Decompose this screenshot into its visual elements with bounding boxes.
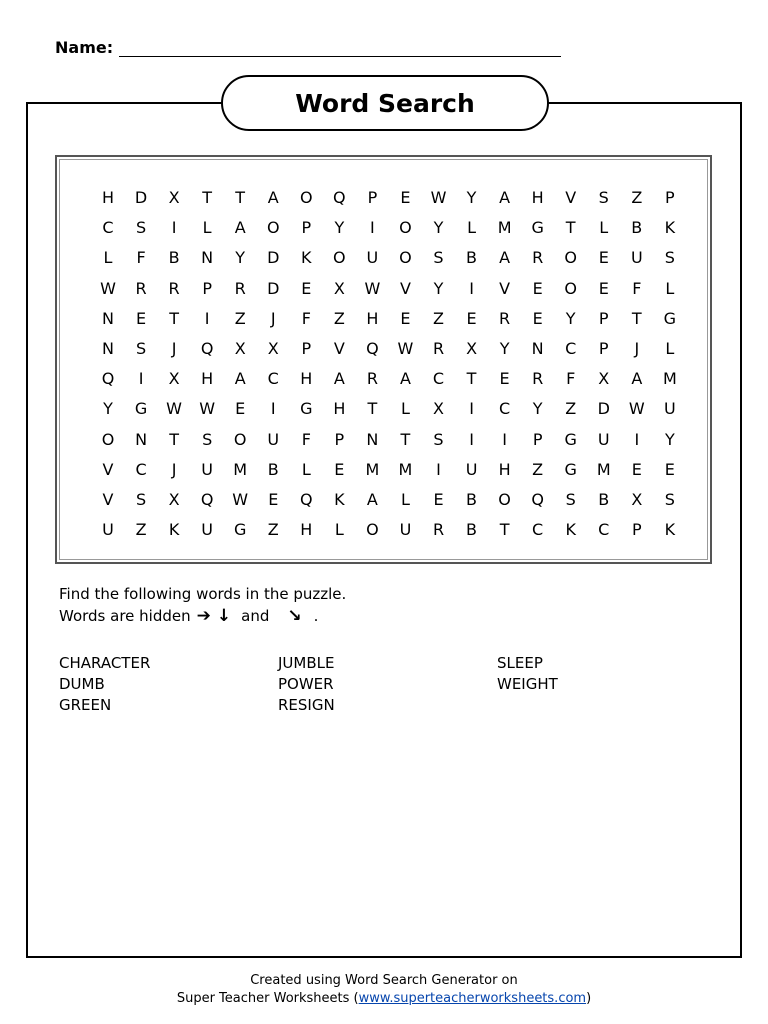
grid-letter: E <box>664 459 675 479</box>
grid-letter: M <box>662 369 677 389</box>
grid-letter: L <box>599 218 609 238</box>
grid-letter: W <box>628 399 645 419</box>
grid-letter: Q <box>333 188 346 207</box>
grid-letter: B <box>466 520 478 540</box>
grid-letter: Y <box>433 218 444 238</box>
grid-letter: P <box>301 218 312 238</box>
grid-letter: O <box>101 429 115 449</box>
grid-letter: S <box>135 218 147 238</box>
grid-letter: A <box>267 188 279 207</box>
grid-letter: A <box>499 188 511 207</box>
grid-letter: E <box>532 308 543 328</box>
grid-letter: J <box>171 459 177 479</box>
grid-letter: K <box>301 248 312 268</box>
grid-letter: H <box>300 520 313 540</box>
grid-letter: G <box>564 459 577 479</box>
grid-letter: K <box>334 490 345 509</box>
grid-letter: W <box>232 490 249 509</box>
grid-letter: G <box>300 399 313 419</box>
grid-letter: V <box>399 278 411 298</box>
grid-letter: Q <box>200 490 214 509</box>
grid-letter: G <box>134 399 148 419</box>
grid-letter: Y <box>433 278 444 298</box>
grid-letter: R <box>532 369 544 389</box>
grid-letter: W <box>397 339 414 358</box>
grid-letter: S <box>202 429 213 449</box>
word-list-item: DUMB <box>59 675 105 693</box>
grid-letter: G <box>233 520 247 540</box>
grid-letter: H <box>366 308 379 328</box>
grid-letter: U <box>201 459 213 479</box>
grid-letter: U <box>366 248 379 268</box>
grid-letter: O <box>366 520 379 540</box>
grid-letter: V <box>102 459 114 479</box>
grid-letter: O <box>333 248 346 268</box>
grid-letter: H <box>300 369 313 389</box>
grid-letter: T <box>631 308 642 328</box>
grid-letter: V <box>499 278 511 298</box>
grid-letter: X <box>267 339 279 358</box>
grid-letter: H <box>531 188 544 207</box>
grid-letter: I <box>436 459 441 479</box>
grid-letter: C <box>135 459 147 479</box>
grid-letter: G <box>531 218 544 238</box>
word-list-item: WEIGHT <box>497 675 558 693</box>
grid-letter: I <box>469 429 474 449</box>
grid-letter: Q <box>366 339 379 358</box>
grid-letter: P <box>202 278 212 298</box>
grid-letter: C <box>532 520 544 540</box>
word-list-item: SLEEP <box>497 654 543 672</box>
grid-letter: E <box>433 490 444 509</box>
grid-letter: I <box>171 218 177 238</box>
grid-letter: L <box>665 278 675 298</box>
grid-letter: I <box>634 429 640 449</box>
grid-letter: P <box>631 520 642 540</box>
grid-letter: L <box>334 520 344 540</box>
grid-letter: I <box>138 369 144 389</box>
grid-letter: H <box>201 369 214 389</box>
grid-letter: X <box>234 339 246 358</box>
grid-letter: T <box>400 429 411 449</box>
grid-letter: T <box>169 308 179 328</box>
grid-letter: O <box>233 429 247 449</box>
grid-letter: Z <box>565 399 577 419</box>
grid-letter: N <box>201 248 214 268</box>
arrow-down-icon: ↓ <box>216 606 232 626</box>
grid-letter: K <box>565 520 576 540</box>
grid-letter: P <box>367 188 378 207</box>
grid-letter: C <box>598 520 610 540</box>
grid-letter: E <box>631 459 642 479</box>
footer <box>0 972 768 1008</box>
grid-letter: K <box>664 218 676 238</box>
instructions-line-1: Find the following words in the puzzle. <box>59 585 347 603</box>
grid-letter: E <box>400 308 411 328</box>
word-list-item: JUMBLE <box>278 654 335 672</box>
grid-letter: L <box>103 248 113 268</box>
grid-letter: O <box>564 278 577 298</box>
grid-letter: B <box>598 490 610 509</box>
grid-letter: U <box>465 459 478 479</box>
grid-letter: B <box>631 218 643 238</box>
grid-letter: U <box>597 429 610 449</box>
grid-letter: R <box>432 520 445 540</box>
grid-letter: S <box>135 490 147 509</box>
grid-letter: C <box>565 339 577 358</box>
grid-letter: E <box>135 308 147 328</box>
word-list-item: CHARACTER <box>59 654 151 672</box>
grid-letter: O <box>399 218 412 238</box>
grid-letter: Z <box>631 188 643 207</box>
grid-letter: C <box>499 399 511 419</box>
grid-letter: A <box>234 218 246 238</box>
grid-letter: Z <box>267 520 279 540</box>
grid-letter: P <box>598 308 609 328</box>
grid-letter: Y <box>532 399 543 419</box>
grid-letter: U <box>663 399 676 419</box>
grid-letter: C <box>432 369 445 389</box>
grid-letter: R <box>168 278 180 298</box>
grid-letter: Y <box>334 218 345 238</box>
grid-letter: V <box>333 339 345 358</box>
grid-letter: F <box>566 369 576 389</box>
grid-letter: R <box>366 369 378 389</box>
grid-letter: A <box>234 369 246 389</box>
grid-letter: U <box>102 520 114 540</box>
grid-letter: M <box>398 459 413 479</box>
grid-letter: S <box>135 339 147 358</box>
grid-letter: D <box>134 188 148 207</box>
grid-letter: S <box>433 248 444 268</box>
grid-letter: P <box>665 188 675 207</box>
grid-letter: N <box>135 429 148 449</box>
grid-letter: B <box>267 459 279 479</box>
grid-letter: Y <box>664 429 675 449</box>
grid-letter: Z <box>234 308 246 328</box>
instructions-and: and <box>241 607 270 625</box>
grid-letter: Q <box>531 490 544 509</box>
grid-letter: P <box>334 429 345 449</box>
grid-letter: V <box>565 188 577 207</box>
grid-letter: K <box>168 520 180 540</box>
word-list-item: POWER <box>278 675 334 693</box>
grid-letter: I <box>370 218 375 238</box>
grid-letter: I <box>469 399 474 419</box>
grid-letter: U <box>201 520 213 540</box>
grid-letter: T <box>169 429 179 449</box>
grid-letter: Z <box>532 459 544 479</box>
grid-letter: J <box>634 339 640 358</box>
grid-letter: I <box>270 399 276 419</box>
grid-letter: U <box>630 248 643 268</box>
grid-letter: L <box>400 399 410 419</box>
grid-letter: N <box>102 308 114 328</box>
grid-letter: Q <box>300 490 313 509</box>
grid-letter: Y <box>499 339 510 358</box>
grid-letter: F <box>301 429 311 449</box>
grid-letter: O <box>564 248 577 268</box>
grid-letter: U <box>267 429 280 449</box>
grid-letter: H <box>333 399 346 419</box>
grid-letter: X <box>466 339 478 358</box>
grid-letter: S <box>598 188 609 207</box>
puzzle-grid <box>57 157 710 562</box>
grid-letter: R <box>499 308 511 328</box>
grid-letter: G <box>663 308 677 328</box>
grid-letter: Y <box>235 248 246 268</box>
grid-letter: E <box>334 459 345 479</box>
footer-suffix: ) <box>586 991 592 1006</box>
grid-letter: E <box>301 278 312 298</box>
grid-letter: Q <box>200 339 214 358</box>
grid-letter: P <box>301 339 312 358</box>
grid-letter: Q <box>101 369 115 389</box>
grid-letter: X <box>168 188 180 207</box>
footer-prefix: Super Teacher Worksheets ( <box>176 991 359 1006</box>
grid-letter: T <box>565 218 576 238</box>
grid-letter: Y <box>466 188 477 207</box>
instructions-period: . <box>313 607 319 625</box>
grid-letter: A <box>366 490 378 509</box>
grid-letter: Z <box>135 520 147 540</box>
grid-letter: S <box>565 490 576 509</box>
grid-letter: F <box>632 278 642 298</box>
grid-letter: Z <box>433 308 444 328</box>
grid-letter: O <box>399 248 412 268</box>
grid-letter: K <box>664 520 676 540</box>
grid-letter: R <box>532 248 544 268</box>
name-label: Name: <box>55 38 114 57</box>
grid-letter: E <box>466 308 477 328</box>
grid-letter: S <box>664 248 675 268</box>
grid-letter: O <box>300 188 313 207</box>
instructions-line-2 <box>59 606 318 626</box>
grid-letter: M <box>497 218 512 238</box>
grid-letter: A <box>499 248 511 268</box>
grid-letter: A <box>399 369 411 389</box>
grid-letter: R <box>234 278 246 298</box>
grid-letter: W <box>430 188 447 207</box>
grid-letter: X <box>631 490 643 509</box>
grid-letter: I <box>204 308 210 328</box>
grid-letter: E <box>598 278 609 298</box>
grid-letter: E <box>598 248 609 268</box>
grid-letter: H <box>498 459 511 479</box>
grid-letter: D <box>267 278 280 298</box>
grid-letter: E <box>400 188 411 207</box>
grid-letter: F <box>301 308 311 328</box>
grid-letter: W <box>199 399 216 419</box>
grid-letter: O <box>266 218 280 238</box>
grid-letter: X <box>598 369 610 389</box>
grid-letter: P <box>598 339 609 358</box>
grid-letter: Z <box>333 308 345 328</box>
grid-letter: T <box>367 399 378 419</box>
grid-letter: J <box>171 339 177 358</box>
grid-letter: R <box>135 278 147 298</box>
grid-letter: A <box>631 369 643 389</box>
grid-letter: X <box>168 369 180 389</box>
grid-letter: B <box>466 490 478 509</box>
footer-line-1: Created using Word Search Generator on <box>250 973 518 988</box>
grid-letter: C <box>102 218 114 238</box>
grid-letter: U <box>399 520 412 540</box>
word-list-item: GREEN <box>59 696 112 714</box>
grid-letter: J <box>270 308 276 328</box>
grid-letter: C <box>267 369 279 389</box>
grid-letter: E <box>532 278 543 298</box>
word-list-item: RESIGN <box>278 696 335 714</box>
grid-letter: I <box>469 278 474 298</box>
grid-letter: D <box>267 248 280 268</box>
word-list <box>59 654 719 724</box>
grid-letter: E <box>235 399 246 419</box>
grid-letter: P <box>532 429 543 449</box>
grid-letter: L <box>202 218 212 238</box>
footer-link[interactable]: www.superteacherworksheets.com <box>358 991 587 1006</box>
grid-letter: W <box>364 278 381 298</box>
grid-letter: Y <box>565 308 576 328</box>
grid-letter: T <box>202 188 213 207</box>
grid-letter: B <box>466 248 478 268</box>
grid-letter: X <box>433 399 444 419</box>
grid-letter: F <box>136 248 146 268</box>
grid-letter: E <box>499 369 510 389</box>
grid-letter: S <box>433 429 444 449</box>
grid-letter: N <box>366 429 379 449</box>
grid-letter: B <box>168 248 180 268</box>
grid-letter: H <box>101 188 115 207</box>
grid-letter: T <box>499 520 510 540</box>
page-title: Word Search <box>221 75 549 131</box>
grid-letter: N <box>102 339 114 358</box>
grid-letter: T <box>466 369 477 389</box>
grid-letter: E <box>268 490 279 509</box>
grid-letter: S <box>664 490 675 509</box>
grid-letter: Y <box>103 399 113 419</box>
footer-line-2 <box>0 990 768 1008</box>
grid-letter: V <box>102 490 114 509</box>
grid-letter: G <box>564 429 577 449</box>
grid-letter: M <box>365 459 380 479</box>
puzzle-grid-box <box>55 155 712 564</box>
grid-letter: W <box>166 399 182 419</box>
grid-letter: M <box>233 459 248 479</box>
grid-letter: A <box>333 369 345 389</box>
grid-letter: L <box>301 459 311 479</box>
grid-letter: T <box>235 188 246 207</box>
grid-letter: N <box>531 339 544 358</box>
grid-letter: W <box>100 278 116 298</box>
grid-letter: R <box>432 339 445 358</box>
grid-letter: M <box>596 459 611 479</box>
grid-letter: L <box>400 490 410 509</box>
instructions-prefix: Words are hidden <box>59 607 191 625</box>
grid-letter: I <box>502 429 507 449</box>
grid-letter: L <box>467 218 476 238</box>
grid-letter: D <box>597 399 610 419</box>
grid-letter: L <box>665 339 675 358</box>
arrow-diagonal-icon: ↘ <box>287 606 302 626</box>
grid-letter: X <box>333 278 345 298</box>
arrow-right-icon: ➔ <box>196 606 211 626</box>
name-line <box>119 56 561 57</box>
grid-letter: X <box>168 490 180 509</box>
grid-letter: O <box>498 490 511 509</box>
